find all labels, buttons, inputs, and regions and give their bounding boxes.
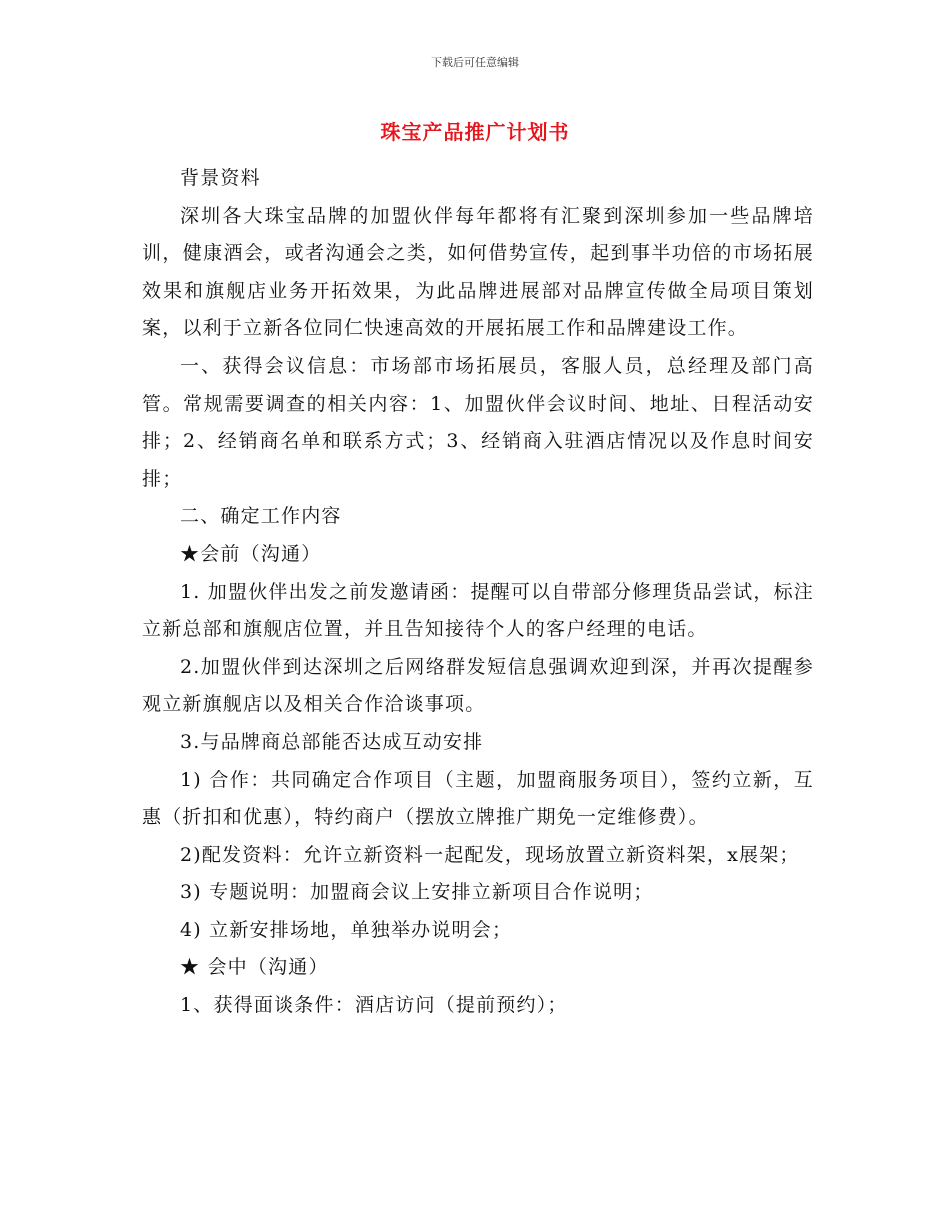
subheading-before-meeting: ★会前（沟通） xyxy=(180,542,322,565)
section-heading-work-content: 二、确定工作内容 xyxy=(180,505,342,528)
paragraph-meeting-info: 一、获得会议信息：市场部市场拓展员，客服人员，总经理及部门高管。常规需要调查的相关内容：1、加盟伙伴会议时间、地址、日程活动安排；2、经销商名单和联系方式；3、经销商入驻酒店情况以及作息时间安排； xyxy=(142,354,814,490)
list-item-interaction: 3.与品牌商总部能否达成互动安排 xyxy=(180,730,484,753)
subheading-during-meeting: ★ 会中（沟通） xyxy=(180,956,329,979)
list-item-topic-explanation: 3) 专题说明：加盟商会议上安排立新项目合作说明； xyxy=(180,881,654,904)
list-item-sms: 2.加盟伙伴到达深圳之后网络群发短信息强调欢迎到深，并再次提醒参观立新旗舰店以及相关合作洽谈事项。 xyxy=(142,655,814,716)
list-item-cooperation: 1) 合作：共同确定合作项目（主题，加盟商服务项目），签约立新，互惠（折扣和优惠），特约商户（摆放立牌推广期免一定维修费）。 xyxy=(142,768,814,829)
list-item-materials: 2)配发资料：允许立新资料一起配发，现场放置立新资料架，x展架； xyxy=(180,843,800,866)
list-item-interview: 1、获得面谈条件：酒店访问（提前预约）； xyxy=(180,994,568,1017)
paragraph-background: 深圳各大珠宝品牌的加盟伙伴每年都将有汇聚到深圳参加一些品牌培训，健康酒会，或者沟通会之类，如何借势宣传，起到事半功倍的市场拓展效果和旗舰店业务开拓效果，为此品牌进展部对品牌宣传做全局项目策划案，以利于立新各位同仁快速高效的开展拓展工作和品牌建设工作。 xyxy=(142,204,814,340)
document-body xyxy=(142,160,814,1025)
page-header-note: 下载后可任意编辑 xyxy=(431,56,519,69)
list-item-invitation: 1. 加盟伙伴出发之前发邀请函：提醒可以自带部分修理货品尝试，标注立新总部和旗舰店位置，并且告知接待个人的客户经理的电话。 xyxy=(142,580,814,641)
section-heading-background: 背景资料 xyxy=(180,167,261,189)
list-item-venue: 4) 立新安排场地，单独举办说明会； xyxy=(180,918,513,941)
document-title: 珠宝产品推广计划书 xyxy=(380,120,570,144)
